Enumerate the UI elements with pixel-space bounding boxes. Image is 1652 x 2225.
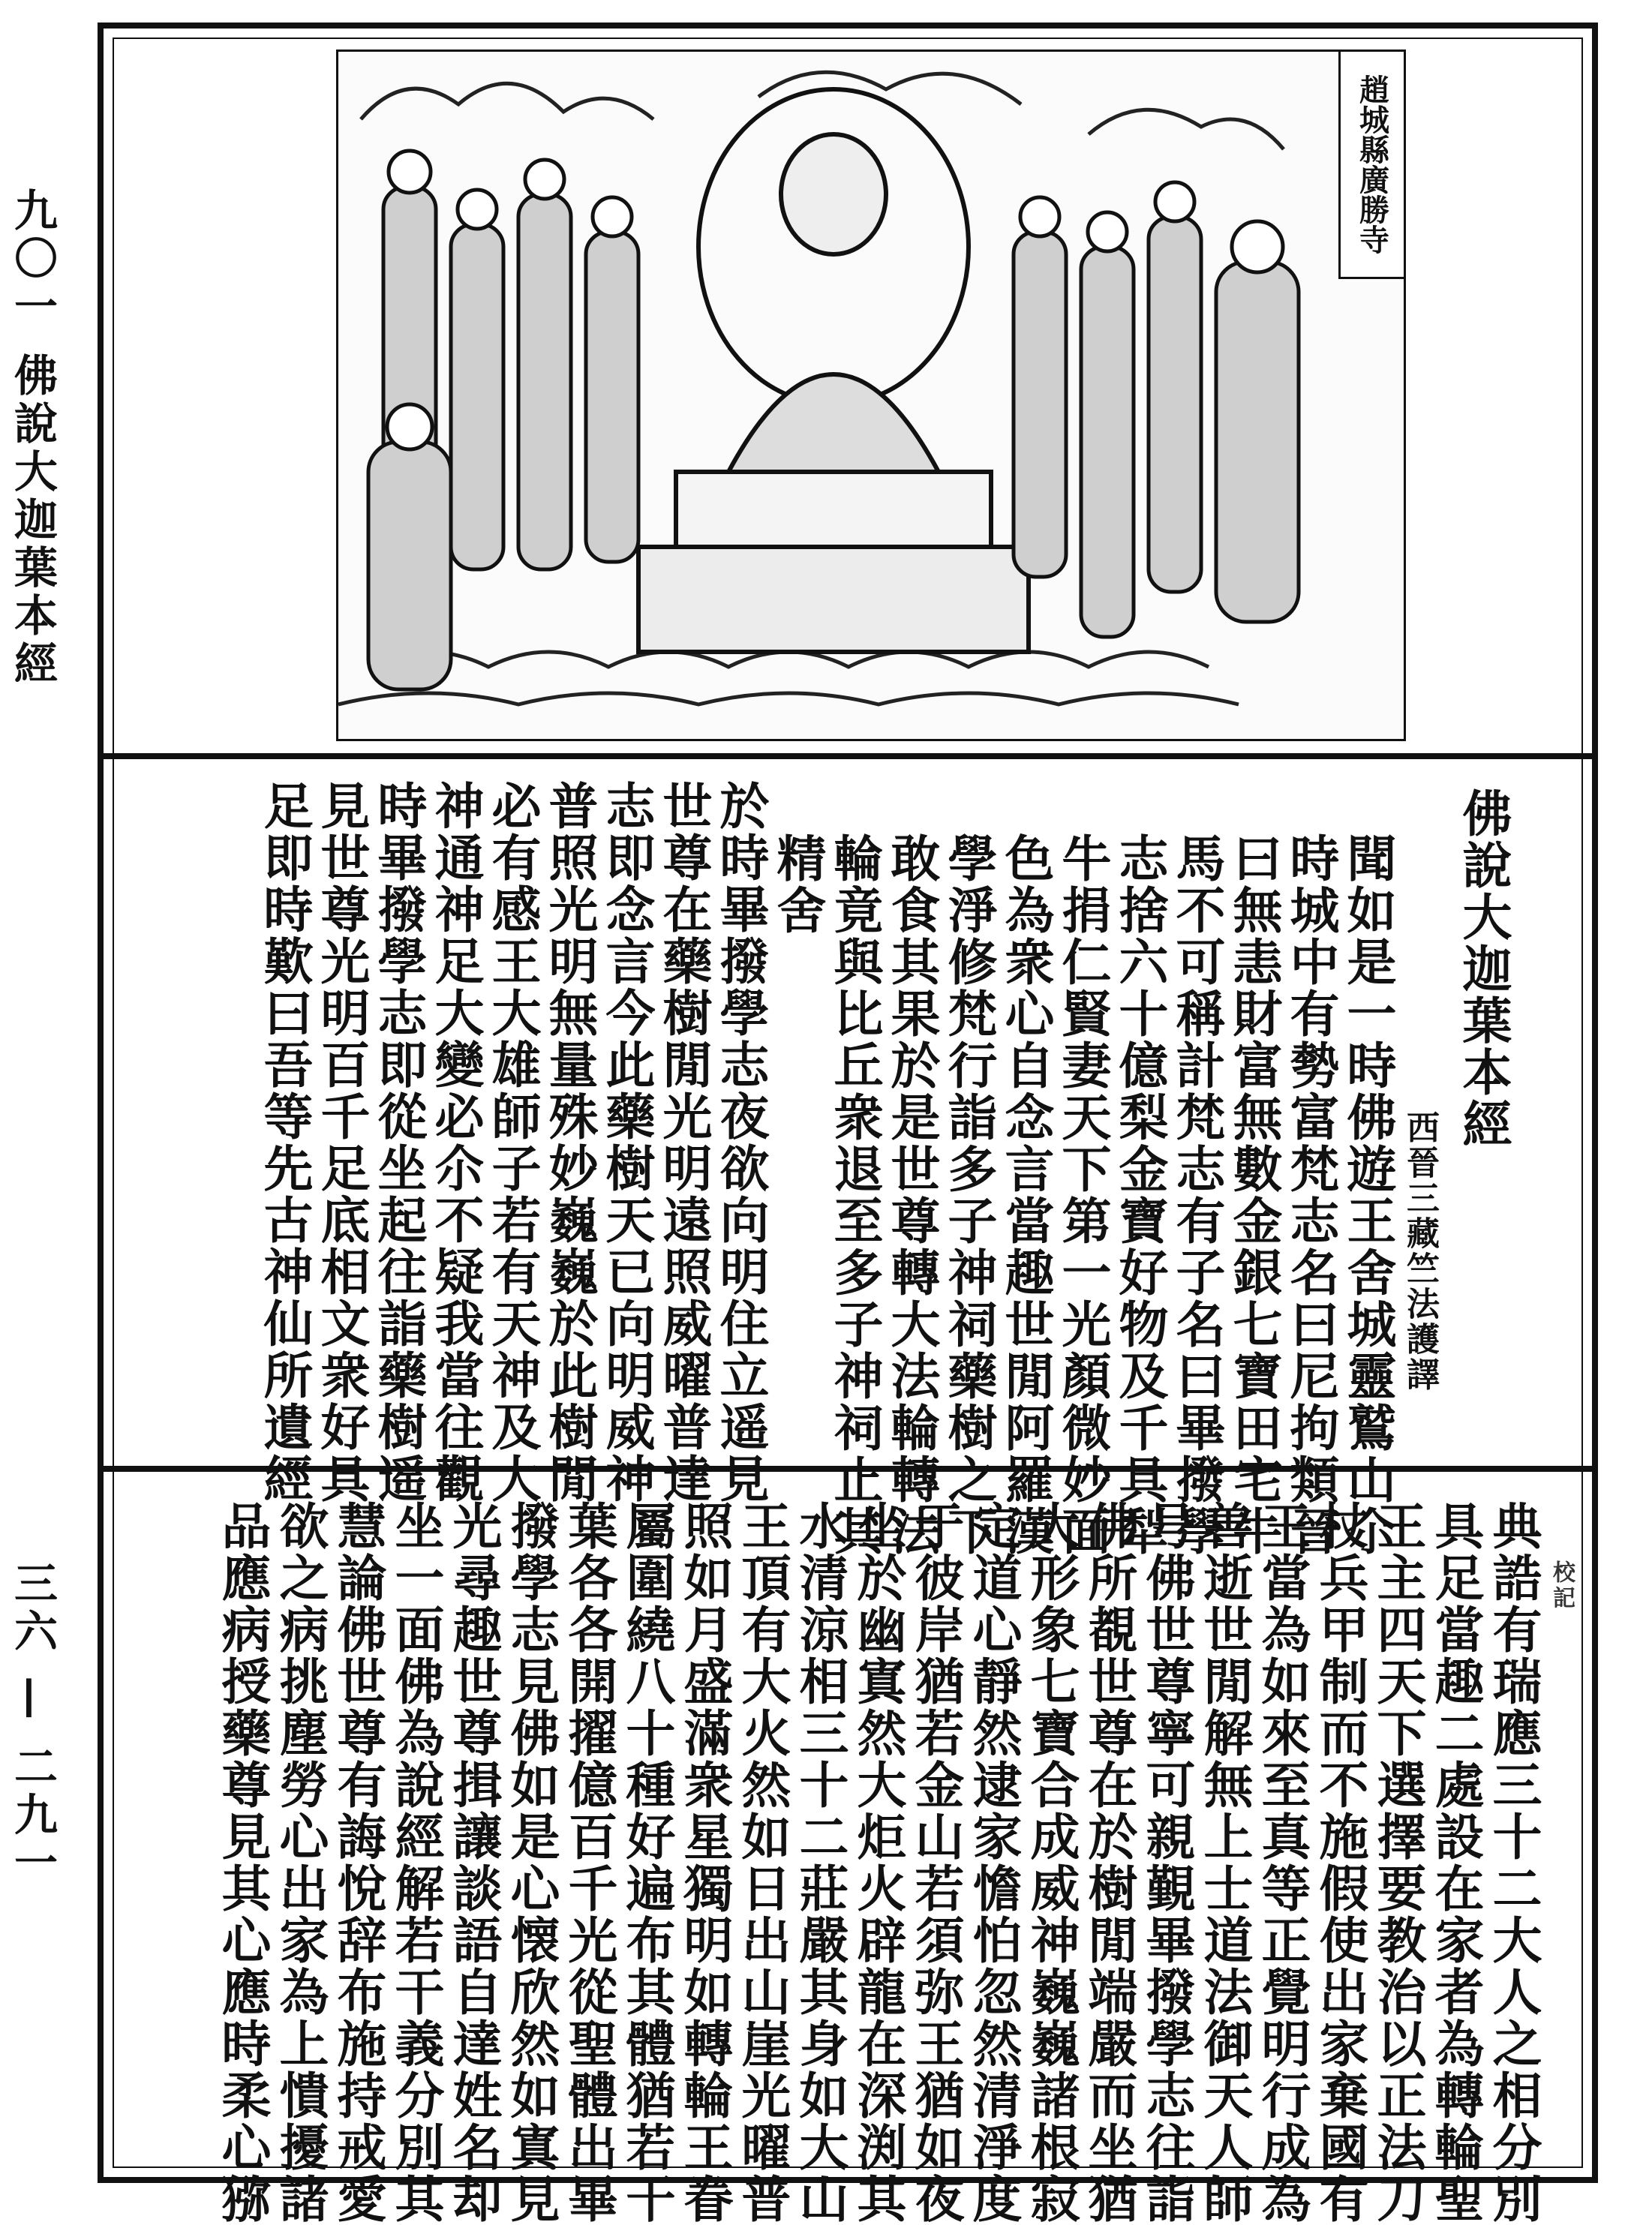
- buddha-figure: [638, 89, 1029, 652]
- text-column: 牛捐仁賢妻天下第一光顏微妙面: [1053, 833, 1112, 1557]
- divider-top: [98, 753, 1598, 759]
- text-column: 屬圍繞八十種好遍布其體猶若干: [617, 1500, 676, 2225]
- text-column: 坐於幽寘然大炬火辟龍在深渕其: [849, 1500, 907, 2225]
- woodblock-illustration: [336, 50, 1406, 741]
- page-number: 三六 — 二九一: [7, 1560, 58, 1888]
- text-column: 葉各各開擢億百千光從聖體出畢: [560, 1500, 618, 2225]
- text-column: 于彼岸猶若金山若須弥王猶如夜: [906, 1500, 965, 2225]
- collation-note: 校記: [1548, 1560, 1575, 1611]
- text-column: 王頂有大火然如日出山崖光曜普: [733, 1500, 791, 2225]
- text-column: 照如月盛滿衆星獨明如轉輪王眷: [675, 1500, 734, 2225]
- text-column: 輪竟與比丘衆退至多子神祠止其: [825, 833, 884, 1557]
- text-column: 号佛世尊寧可親覲畢撥學志往詣: [1137, 1500, 1196, 2225]
- text-column: 曰無恚財富無數金銀七寶田宅牛: [1224, 833, 1283, 1557]
- text-column: 欲之病挑塵勞心出家為上憒擾諸: [271, 1500, 329, 2225]
- text-column: 聞如是一時佛遊王舍城靈鷲山尒: [1338, 833, 1397, 1557]
- text-column: 光尋趣世尊揖讓談語自達姓名却: [444, 1500, 503, 2225]
- text-column: 撥學志見佛如是心懐欣然如寘見: [502, 1500, 560, 2225]
- text-column: 慧論佛世尊有誨悅辞布施持戒愛: [329, 1500, 387, 2225]
- text-column: 坐一面佛為說經解若干義分別其: [386, 1500, 445, 2225]
- translator-line: 西晉三藏竺法護譯: [1401, 1110, 1439, 1392]
- text-column: 必有感王大雄師子若有天神及大: [483, 780, 542, 1505]
- text-column: 學淨修梵行詣多子神祠藥樹之下: [939, 833, 998, 1557]
- text-column: 王當為如來至真等正覺明行成為: [1253, 1500, 1311, 2225]
- page-index: 九〇一: [7, 188, 58, 332]
- text-column: 見世尊光明百千足底相文衆好具: [312, 780, 371, 1505]
- sutra-name: 佛說大迦葉本經: [7, 353, 58, 689]
- text-column: 志捨六十億梨金寶好物及千具犁: [1110, 833, 1169, 1557]
- temple-label: 趙城縣廣勝寺: [1338, 52, 1404, 279]
- text-column: 色為衆心自念言當趣世閒阿羅漢: [996, 833, 1055, 1557]
- text-column: 時城中有勢富梵志名曰尼拘類晉: [1281, 833, 1340, 1557]
- sutra-title: 佛說大迦葉本經: [1454, 788, 1512, 1150]
- text-column: 善逝世閒解無上士道法御天人師: [1195, 1500, 1254, 2225]
- text-column: 馬不可稱計梵志有子名曰畢撥學: [1167, 833, 1226, 1557]
- text-column: 於時畢撥學志夜欲向明住立遥見: [711, 780, 770, 1505]
- text-column: 佛所覩世尊在於樹閒端嚴而坐猶: [1080, 1500, 1138, 2225]
- text-column: 世尊在藥樹閒光明遠照威曜普達: [654, 780, 713, 1505]
- text-column: 敢食其果於是世尊轉大法輪轉法: [882, 833, 941, 1557]
- text-column: 王主四天下選擇要教治以正法刀: [1368, 1500, 1427, 2225]
- text-column: 普照光明無量殊妙巍巍於此樹閒: [540, 780, 599, 1505]
- text-column: 足即時歎曰吾等先古神仙所遺經: [255, 780, 314, 1505]
- text-column: 時畢撥學志即從坐起往詣藥樹遥: [369, 780, 428, 1505]
- illustration-drawing: [338, 52, 1404, 739]
- text-column: 水清涼相三十二莊嚴其身如大山: [791, 1500, 849, 2225]
- text-column: 神通神足大變必尒不疑我當往觀: [426, 780, 485, 1505]
- text-column: 品應病授藥尊見其心應時柔心猕: [213, 1500, 272, 2225]
- text-column: 具足當趣二處設在家者為轉輪聖: [1426, 1500, 1485, 2225]
- text-column: 志即念言今此藥樹天已向明威神: [597, 780, 656, 1505]
- text-column: 杖兵甲制而不施假使出家棄國有: [1311, 1500, 1369, 2225]
- text-column: 定道心靜然逮家憺怕忽然清淨度: [964, 1500, 1023, 2225]
- text-column: 典誥有瑞應三十二大人之相分別: [1484, 1500, 1542, 2225]
- text-column: 精舍: [768, 833, 827, 936]
- text-column: 大形象七寶合成威神巍巍諸根寂: [1022, 1500, 1080, 2225]
